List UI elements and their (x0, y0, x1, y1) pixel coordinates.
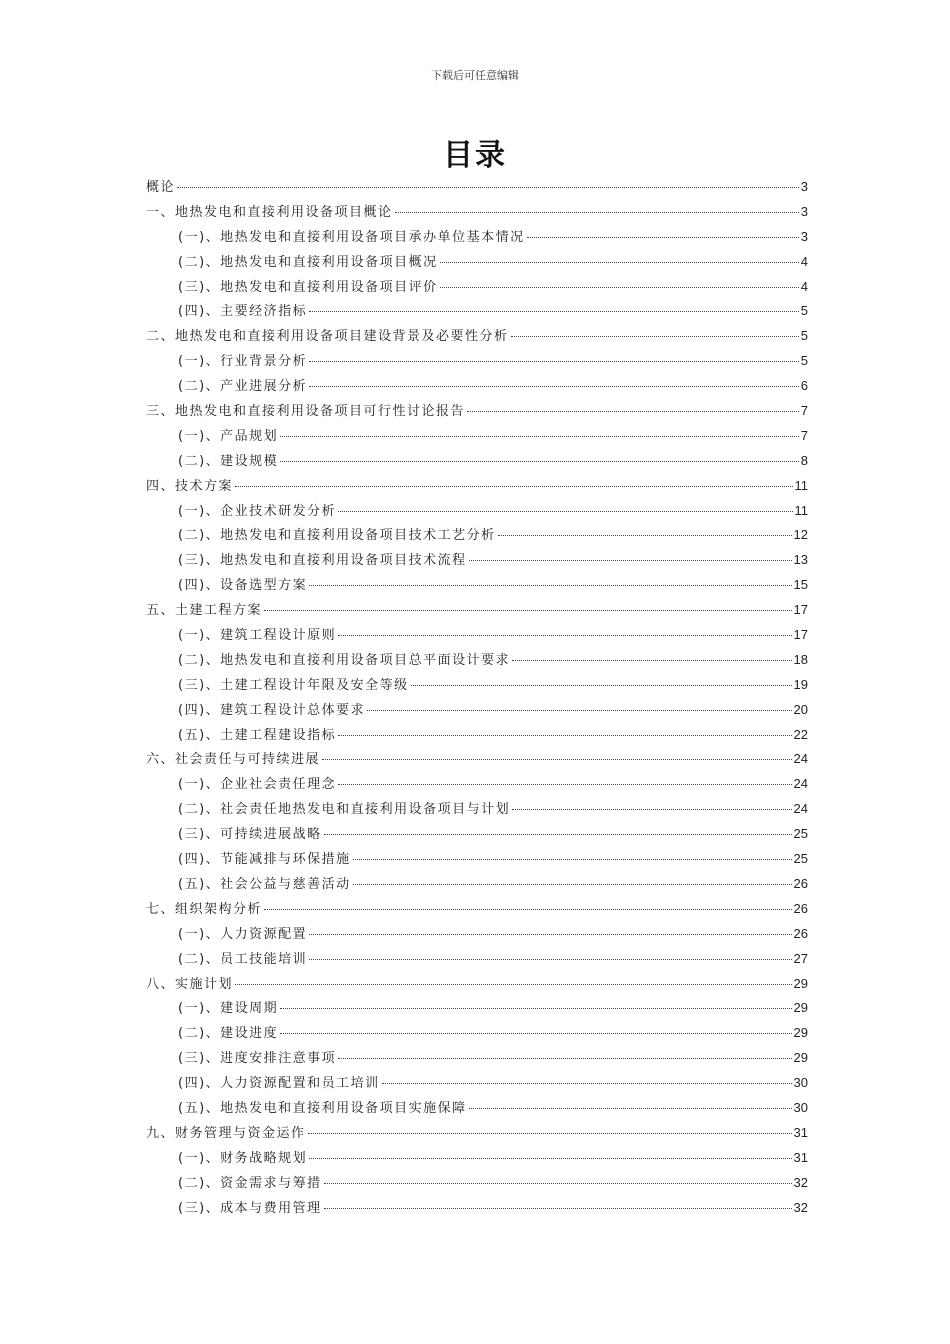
toc-entry-page-number: 5 (800, 328, 808, 344)
toc-entry-label: (一)、财务战略规划 (178, 1150, 308, 1166)
toc-entry-label: (四)、节能减排与环保措施 (178, 852, 351, 868)
toc-entry[interactable] (146, 1047, 808, 1072)
dot-leader (264, 909, 792, 910)
toc-entry[interactable] (146, 773, 808, 798)
toc-entry[interactable] (146, 1147, 808, 1172)
toc-entry[interactable] (146, 325, 808, 350)
toc-entry-page-number: 26 (793, 900, 808, 916)
toc-entry-label: (一)、产品规划 (178, 428, 279, 444)
dot-leader (280, 436, 799, 437)
dot-leader (280, 1033, 791, 1034)
dot-leader (309, 959, 791, 960)
toc-entry-label: 七、组织架构分析 (146, 901, 263, 917)
toc-entry-label: 八、实施计划 (146, 976, 234, 992)
toc-entry-page-number: 32 (793, 1199, 808, 1215)
toc-entry-label: (二)、社会责任地热发电和直接利用设备项目与计划 (178, 802, 511, 818)
dot-leader (322, 759, 792, 760)
toc-entry[interactable] (146, 724, 808, 749)
dot-leader (177, 187, 799, 188)
dot-leader (338, 511, 792, 512)
dot-leader (440, 287, 799, 288)
toc-entry[interactable] (146, 450, 808, 475)
toc-entry-label: (五)、社会公益与慈善活动 (178, 876, 351, 892)
toc-entry-page-number: 26 (793, 925, 808, 941)
toc-entry[interactable] (146, 848, 808, 873)
toc-entry[interactable] (146, 300, 808, 325)
toc-entry[interactable] (146, 873, 808, 898)
dot-leader (353, 859, 792, 860)
toc-entry-label: (一)、建设周期 (178, 1001, 279, 1017)
toc-entry-label: (四)、建筑工程设计总体要求 (178, 702, 366, 718)
toc-entry[interactable] (146, 475, 808, 500)
toc-entry[interactable] (146, 574, 808, 599)
toc-entry[interactable] (146, 500, 808, 525)
toc-entry-label: (一)、企业社会责任理念 (178, 777, 337, 793)
toc-entry-label: (一)、建筑工程设计原则 (178, 628, 337, 644)
toc-entry-page-number: 20 (793, 701, 808, 717)
toc-entry[interactable] (146, 176, 808, 201)
dot-leader (324, 834, 792, 835)
dot-leader (338, 1058, 791, 1059)
toc-entry-page-number: 17 (793, 627, 808, 643)
toc-entry-label: (一)、人力资源配置 (178, 926, 308, 942)
toc-entry-page-number: 15 (793, 577, 808, 593)
toc-entry-page-number: 22 (793, 726, 808, 742)
toc-entry-page-number: 25 (793, 851, 808, 867)
dot-leader (382, 1083, 792, 1084)
toc-entry-label: 六、社会责任与可持续进展 (146, 752, 321, 768)
toc-entry[interactable] (146, 599, 808, 624)
toc-entry-page-number: 26 (793, 875, 808, 891)
toc-entry-page-number: 8 (800, 452, 808, 468)
toc-entry-label: 四、技术方案 (146, 478, 234, 494)
toc-entry[interactable] (146, 748, 808, 773)
page-title: 目录 (443, 138, 507, 173)
toc-entry-page-number: 3 (800, 228, 808, 244)
toc-entry-label: 三、地热发电和直接利用设备项目可行性讨论报告 (146, 404, 466, 420)
toc-entry[interactable] (146, 898, 808, 923)
toc-entry-label: (二)、员工技能培训 (178, 951, 308, 967)
dot-leader (338, 635, 791, 636)
toc-entry-label: (三)、进度安排注意事项 (178, 1051, 337, 1067)
toc-entry-page-number: 29 (793, 1000, 808, 1016)
dot-leader (324, 1183, 792, 1184)
toc-entry-label: (一)、地热发电和直接利用设备项目承办单位基本情况 (178, 229, 525, 245)
dot-leader (308, 1133, 792, 1134)
toc-entry[interactable] (146, 226, 808, 251)
toc-entry-label: (三)、成本与费用管理 (178, 1200, 322, 1216)
dot-leader (338, 784, 791, 785)
table-of-contents (146, 176, 808, 1221)
toc-entry-label: 概论 (146, 180, 176, 195)
toc-entry-page-number: 29 (793, 1025, 808, 1041)
dot-leader (498, 535, 792, 536)
toc-entry[interactable] (146, 549, 808, 574)
toc-entry-label: (三)、可持续进展战略 (178, 827, 322, 843)
dot-leader (309, 386, 799, 387)
toc-entry[interactable] (146, 375, 808, 400)
dot-leader (264, 610, 792, 611)
dot-leader (338, 735, 791, 736)
toc-entry-label: (二)、地热发电和直接利用设备项目技术工艺分析 (178, 528, 496, 544)
toc-entry-page-number: 24 (793, 776, 808, 792)
toc-entry-label: (二)、建设进度 (178, 1026, 279, 1042)
dot-leader (324, 1208, 792, 1209)
toc-entry-label: (一)、行业背景分析 (178, 354, 308, 370)
toc-entry-label: 九、财务管理与资金运作 (146, 1125, 306, 1141)
dot-leader (411, 685, 792, 686)
toc-entry-page-number: 3 (800, 179, 808, 194)
toc-entry-page-number: 5 (800, 353, 808, 369)
toc-entry-page-number: 7 (800, 403, 808, 419)
toc-entry-page-number: 19 (793, 676, 808, 692)
dot-leader (467, 411, 799, 412)
dot-leader (511, 336, 799, 337)
dot-leader (395, 212, 799, 213)
toc-entry-label: (四)、人力资源配置和员工培训 (178, 1076, 380, 1092)
toc-entry[interactable] (146, 798, 808, 823)
toc-entry-page-number: 29 (793, 975, 808, 991)
toc-entry-label: 一、地热发电和直接利用设备项目概论 (146, 204, 393, 220)
toc-entry-page-number: 13 (793, 552, 808, 568)
toc-entry-page-number: 24 (793, 751, 808, 767)
dot-leader (367, 710, 791, 711)
toc-entry-label: (一)、企业技术研发分析 (178, 503, 337, 519)
toc-entry[interactable] (146, 823, 808, 848)
toc-entry-page-number: 29 (793, 1050, 808, 1066)
toc-entry-label: (二)、建设规模 (178, 453, 279, 469)
toc-entry[interactable] (146, 350, 808, 375)
dot-leader (309, 361, 799, 362)
toc-entry[interactable] (146, 923, 808, 948)
toc-entry[interactable] (146, 201, 808, 226)
toc-entry[interactable] (146, 699, 808, 724)
toc-entry[interactable] (146, 948, 808, 973)
toc-entry-label: (三)、地热发电和直接利用设备项目技术流程 (178, 553, 467, 569)
toc-entry-page-number: 30 (793, 1099, 808, 1115)
dot-leader (309, 934, 791, 935)
toc-entry-page-number: 32 (793, 1174, 808, 1190)
toc-entry[interactable] (146, 624, 808, 649)
toc-entry-page-number: 7 (800, 427, 808, 443)
toc-entry-page-number: 11 (794, 477, 808, 493)
toc-entry-label: (二)、产业进展分析 (178, 379, 308, 395)
dot-leader (235, 984, 792, 985)
toc-entry[interactable] (146, 425, 808, 450)
toc-entry-label: (三)、地热发电和直接利用设备项目评价 (178, 279, 438, 295)
dot-leader (235, 486, 792, 487)
toc-entry-page-number: 3 (800, 203, 808, 219)
toc-entry-page-number: 5 (800, 303, 808, 319)
toc-entry-label: (三)、土建工程设计年限及安全等级 (178, 677, 409, 693)
toc-entry-label: (五)、地热发电和直接利用设备项目实施保障 (178, 1100, 467, 1116)
toc-entry-page-number: 11 (794, 502, 808, 518)
header-note: 下载后可任意编辑 (431, 69, 519, 82)
toc-entry-page-number: 12 (793, 527, 808, 543)
dot-leader (512, 660, 791, 661)
toc-entry[interactable] (146, 276, 808, 301)
toc-entry-label: (四)、设备选型方案 (178, 578, 308, 594)
toc-entry[interactable] (146, 1072, 808, 1097)
toc-entry[interactable] (146, 524, 808, 549)
toc-entry[interactable] (146, 997, 808, 1022)
toc-entry-page-number: 4 (800, 253, 808, 269)
toc-entry-page-number: 6 (800, 378, 808, 394)
toc-entry-page-number: 27 (793, 950, 808, 966)
toc-entry[interactable] (146, 1097, 808, 1122)
dot-leader (309, 311, 799, 312)
toc-entry[interactable] (146, 674, 808, 699)
toc-entry-page-number: 31 (793, 1124, 808, 1140)
dot-leader (309, 585, 791, 586)
dot-leader (440, 262, 799, 263)
toc-entry[interactable] (146, 1022, 808, 1047)
toc-entry-label: 五、土建工程方案 (146, 603, 263, 619)
toc-entry[interactable] (146, 400, 808, 425)
toc-entry-page-number: 30 (793, 1075, 808, 1091)
toc-entry[interactable] (146, 973, 808, 998)
toc-entry-label: (四)、主要经济指标 (178, 304, 308, 320)
toc-entry[interactable] (146, 1172, 808, 1197)
toc-entry[interactable] (146, 1122, 808, 1147)
dot-leader (280, 1008, 791, 1009)
toc-entry-page-number: 24 (793, 801, 808, 817)
toc-entry-page-number: 18 (793, 651, 808, 667)
toc-entry-label: (二)、资金需求与筹措 (178, 1175, 322, 1191)
toc-entry-page-number: 4 (800, 278, 808, 294)
dot-leader (512, 809, 791, 810)
dot-leader (309, 1158, 791, 1159)
dot-leader (469, 1108, 792, 1109)
toc-entry-label: 二、地热发电和直接利用设备项目建设背景及必要性分析 (146, 329, 509, 345)
dot-leader (280, 461, 799, 462)
toc-entry-page-number: 25 (793, 826, 808, 842)
toc-entry-page-number: 17 (793, 602, 808, 618)
toc-entry-label: (五)、土建工程建设指标 (178, 727, 337, 743)
dot-leader (527, 237, 799, 238)
toc-entry-label: (二)、地热发电和直接利用设备项目总平面设计要求 (178, 652, 511, 668)
toc-entry-page-number: 31 (793, 1149, 808, 1165)
toc-entry[interactable] (146, 649, 808, 674)
dot-leader (353, 884, 792, 885)
toc-entry[interactable] (146, 1197, 808, 1222)
dot-leader (469, 560, 792, 561)
toc-entry-label: (二)、地热发电和直接利用设备项目概况 (178, 254, 438, 270)
toc-entry[interactable] (146, 251, 808, 276)
